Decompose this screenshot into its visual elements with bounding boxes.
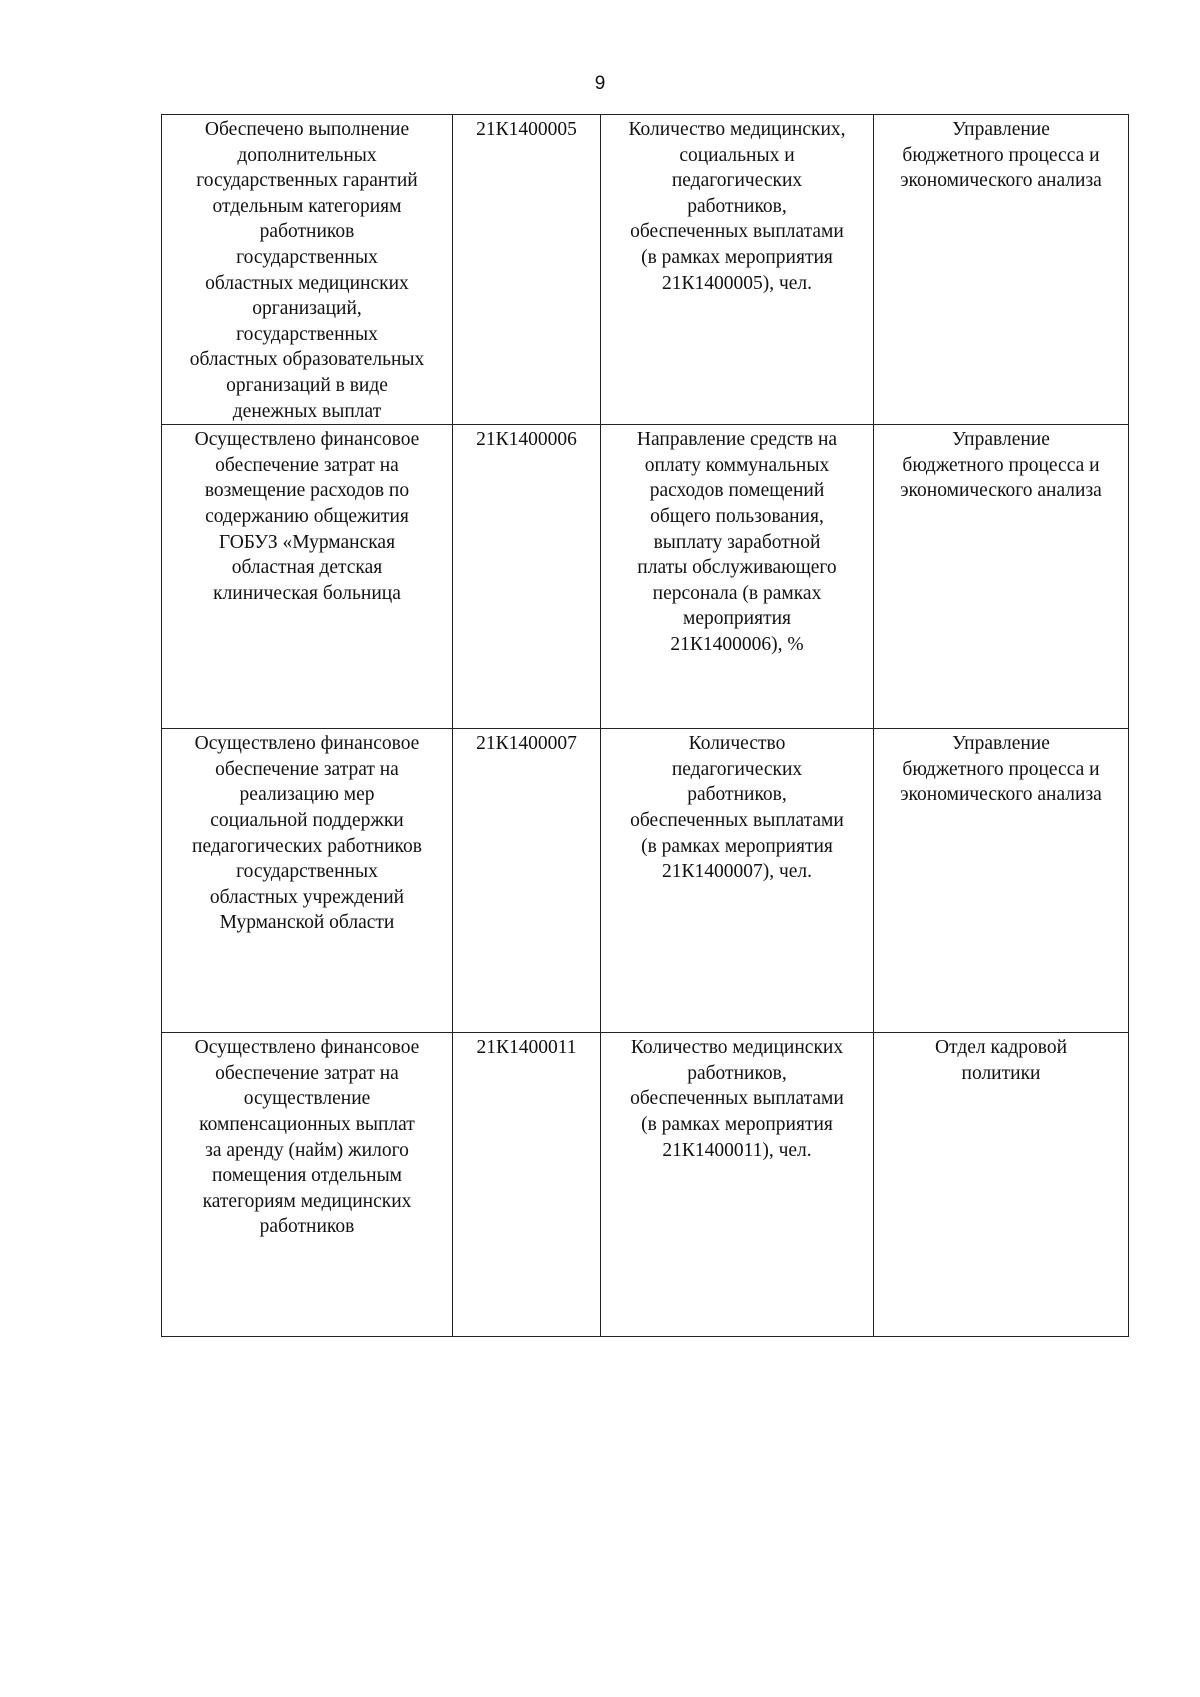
table-row	[162, 1033, 1129, 1337]
code-cell: 21К1400006	[453, 425, 601, 729]
table-row	[162, 115, 1129, 425]
result-cell: Обеспечено выполнение дополнительных государственных гарантий отдельным категориям работников государственных областных медицинских организаций, государственных областных образовательных организаций в виде денежных выплат	[162, 115, 453, 425]
table-row	[162, 729, 1129, 1033]
indicator-cell: Количество педагогических работников, обеспеченных выплатами (в рамках мероприятия 21К1400007), чел.	[601, 729, 874, 1033]
indicator-cell: Количество медицинских, социальных и педагогических работников, обеспеченных выплатами (в рамках мероприятия 21К1400005), чел.	[601, 115, 874, 425]
responsible-cell: Отдел кадровой политики	[874, 1033, 1129, 1337]
indicator-cell: Количество медицинских работников, обеспеченных выплатами (в рамках мероприятия 21К1400011), чел.	[601, 1033, 874, 1337]
page-number: 9	[594, 73, 606, 94]
code-cell: 21К1400005	[453, 115, 601, 425]
responsible-cell: Управление бюджетного процесса и экономического анализа	[874, 115, 1129, 425]
indicator-cell: Направление средств на оплату коммунальных расходов помещений общего пользования, выплату заработной платы обслуживающего персонала (в рамках мероприятия 21К1400006), %	[601, 425, 874, 729]
result-cell: Осуществлено финансовое обеспечение затрат на реализацию мер социальной поддержки педагогических работников государственных областных учреждений Мурманской области	[162, 729, 453, 1033]
table-row	[162, 425, 1129, 729]
code-cell: 21К1400007	[453, 729, 601, 1033]
code-cell: 21К1400011	[453, 1033, 601, 1337]
responsible-cell: Управление бюджетного процесса и экономического анализа	[874, 729, 1129, 1033]
measures-table	[161, 114, 1129, 1337]
result-cell: Осуществлено финансовое обеспечение затрат на возмещение расходов по содержанию общежития ГОБУЗ «Мурманская областная детская клиническая больница	[162, 425, 453, 729]
responsible-cell: Управление бюджетного процесса и экономического анализа	[874, 425, 1129, 729]
result-cell: Осуществлено финансовое обеспечение затрат на осуществление компенсационных выплат за аренду (найм) жилого помещения отдельным категориям медицинских работников	[162, 1033, 453, 1337]
